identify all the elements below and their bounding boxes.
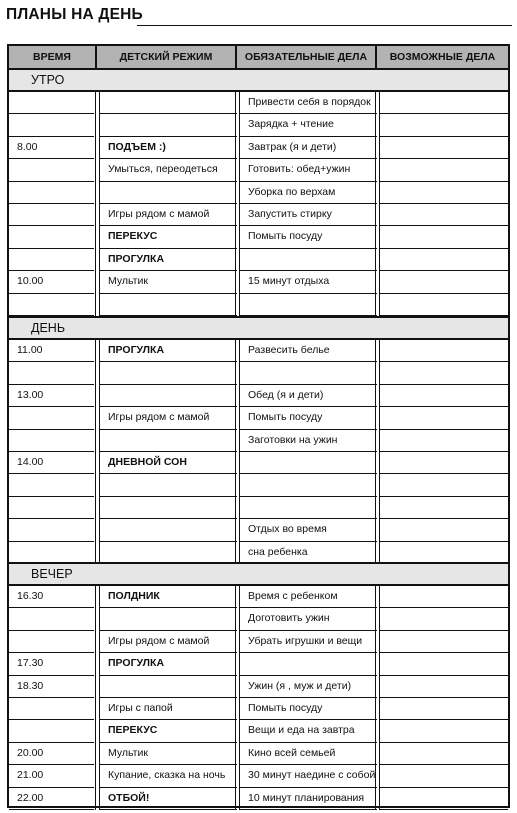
optional-task-cell [380,676,508,698]
column-header-required-tasks: ОБЯЗАТЕЛЬНЫЕ ДЕЛА [237,46,377,68]
column-divider [99,340,100,564]
time-cell: 22.00 [9,788,94,810]
kids-schedule-cell [100,294,237,316]
kids-schedule-cell: ДНЕВНОЙ СОН [100,452,237,474]
kids-schedule-cell: Игры рядом с мамой [100,407,237,429]
column-divider [95,586,96,810]
page-title: ПЛАНЫ НА ДЕНЬ [6,6,143,23]
time-cell [9,631,94,653]
column-divider [95,340,96,564]
required-task-cell: 15 минут отдыха [240,271,377,293]
optional-task-cell [380,720,508,742]
column-divider [239,340,240,564]
time-cell [9,430,94,452]
column-header-kids-schedule: ДЕТСКИЙ РЕЖИМ [97,46,237,68]
time-cell [9,114,94,136]
required-task-cell: Убрать игрушки и вещи [240,631,377,653]
required-task-cell: Заготовки на ужин [240,430,377,452]
kids-schedule-cell: ПОДЪЕМ :) [100,137,237,159]
optional-task-cell [380,542,508,564]
column-divider [235,340,236,564]
optional-task-cell [380,698,508,720]
optional-task-cell [380,743,508,765]
required-task-cell: Кино всей семьей [240,743,377,765]
optional-task-cell [380,271,508,293]
column-divider [95,92,96,316]
time-cell [9,497,94,519]
column-divider [235,92,236,316]
kids-schedule-cell [100,182,237,204]
kids-schedule-cell: Мультик [100,743,237,765]
required-task-cell: Обед (я и дети) [240,385,377,407]
title-underline [137,25,512,26]
optional-task-cell [380,788,508,810]
time-cell [9,204,94,226]
required-task-cell: Помыть посуду [240,226,377,248]
kids-schedule-cell: ОТБОЙ! [100,788,237,810]
kids-schedule-cell: ПОЛДНИК [100,586,237,608]
column-header-time: ВРЕМЯ [9,46,97,68]
optional-task-cell [380,474,508,496]
optional-task-cell [380,204,508,226]
kids-schedule-cell [100,608,237,630]
time-cell: 21.00 [9,765,94,787]
kids-schedule-cell: Мультик [100,271,237,293]
kids-schedule-cell [100,362,237,384]
required-task-cell: Развесить белье [240,340,377,362]
optional-task-cell [380,653,508,675]
day-plan-table [7,44,510,808]
kids-schedule-cell [100,676,237,698]
optional-task-cell [380,340,508,362]
required-task-cell: Завтрак (я и дети) [240,137,377,159]
optional-task-cell [380,114,508,136]
section-label: ВЕЧЕР [31,567,73,581]
column-divider [379,92,380,316]
section-band [9,316,508,340]
kids-schedule-cell: ПРОГУЛКА [100,249,237,271]
time-cell [9,474,94,496]
required-task-cell: Доготовить ужин [240,608,377,630]
kids-schedule-cell [100,385,237,407]
time-cell: 11.00 [9,340,94,362]
optional-task-cell [380,765,508,787]
kids-schedule-cell: ПРОГУЛКА [100,653,237,675]
optional-task-cell [380,92,508,114]
time-cell: 18.30 [9,676,94,698]
time-cell [9,542,94,564]
required-task-cell: 10 минут планирования [240,788,377,810]
optional-task-cell [380,631,508,653]
time-cell: 14.00 [9,452,94,474]
time-cell [9,182,94,204]
optional-task-cell [380,294,508,316]
required-task-cell: Привести себя в порядок [240,92,377,114]
time-cell [9,407,94,429]
required-task-cell: Готовить: обед+ужин [240,159,377,181]
optional-task-cell [380,137,508,159]
table-header [9,46,508,68]
optional-task-cell [380,586,508,608]
column-divider [375,92,376,316]
time-cell [9,698,94,720]
optional-task-cell [380,430,508,452]
time-cell: 10.00 [9,271,94,293]
time-cell [9,608,94,630]
required-task-cell: Вещи и еда на завтра [240,720,377,742]
required-task-cell [240,474,377,496]
time-cell [9,519,94,541]
optional-task-cell [380,608,508,630]
optional-task-cell [380,226,508,248]
required-task-cell: Отдых во время [240,519,377,541]
required-task-cell: Уборка по верхам [240,182,377,204]
optional-task-cell [380,407,508,429]
time-cell [9,362,94,384]
optional-task-cell [380,452,508,474]
column-divider [235,586,236,810]
kids-schedule-cell [100,114,237,136]
required-task-cell: Помыть посуду [240,407,377,429]
required-task-cell [240,452,377,474]
optional-task-cell [380,159,508,181]
section-label: УТРО [31,73,65,87]
optional-task-cell [380,249,508,271]
column-header-optional-tasks: ВОЗМОЖНЫЕ ДЕЛА [389,51,496,63]
required-task-cell [240,497,377,519]
kids-schedule-cell [100,92,237,114]
kids-schedule-cell: Купание, сказка на ночь [100,765,237,787]
column-divider [375,586,376,810]
section-band [9,562,508,586]
required-task-cell: Зарядка + чтение [240,114,377,136]
required-task-cell: Запустить стирку [240,204,377,226]
column-divider [379,586,380,810]
time-cell: 8.00 [9,137,94,159]
required-task-cell [240,249,377,271]
time-cell [9,226,94,248]
time-cell: 13.00 [9,385,94,407]
required-task-cell [240,653,377,675]
time-cell [9,159,94,181]
required-task-cell: 30 минут наедине с собой [240,765,377,787]
optional-task-cell [380,182,508,204]
time-cell [9,294,94,316]
required-task-cell: Время с ребенком [240,586,377,608]
kids-schedule-cell [100,497,237,519]
time-cell [9,249,94,271]
column-divider [379,340,380,564]
kids-schedule-cell: ПЕРЕКУС [100,720,237,742]
optional-task-cell [380,519,508,541]
kids-schedule-cell: ПЕРЕКУС [100,226,237,248]
required-task-cell: сна ребенка [240,542,377,564]
column-divider [375,340,376,564]
required-task-cell [240,294,377,316]
kids-schedule-cell [100,542,237,564]
kids-schedule-cell: Игры с папой [100,698,237,720]
kids-schedule-cell: Умыться, переодеться [100,159,237,181]
kids-schedule-cell: Игры рядом с мамой [100,204,237,226]
kids-schedule-cell [100,474,237,496]
kids-schedule-cell: ПРОГУЛКА [100,340,237,362]
required-task-cell [240,362,377,384]
section-band [9,68,508,92]
time-cell: 17.30 [9,653,94,675]
kids-schedule-cell: Игры рядом с мамой [100,631,237,653]
column-divider [239,586,240,810]
required-task-cell: Помыть посуду [240,698,377,720]
kids-schedule-cell [100,430,237,452]
title-row [6,6,512,28]
optional-task-cell [380,385,508,407]
section-label: ДЕНЬ [31,321,66,335]
time-cell: 20.00 [9,743,94,765]
column-divider [239,92,240,316]
time-cell [9,92,94,114]
optional-task-cell [380,362,508,384]
time-cell [9,720,94,742]
optional-task-cell [380,497,508,519]
time-cell: 16.30 [9,586,94,608]
column-divider [99,586,100,810]
required-task-cell: Ужин (я , муж и дети) [240,676,377,698]
kids-schedule-cell [100,519,237,541]
column-divider [99,92,100,316]
